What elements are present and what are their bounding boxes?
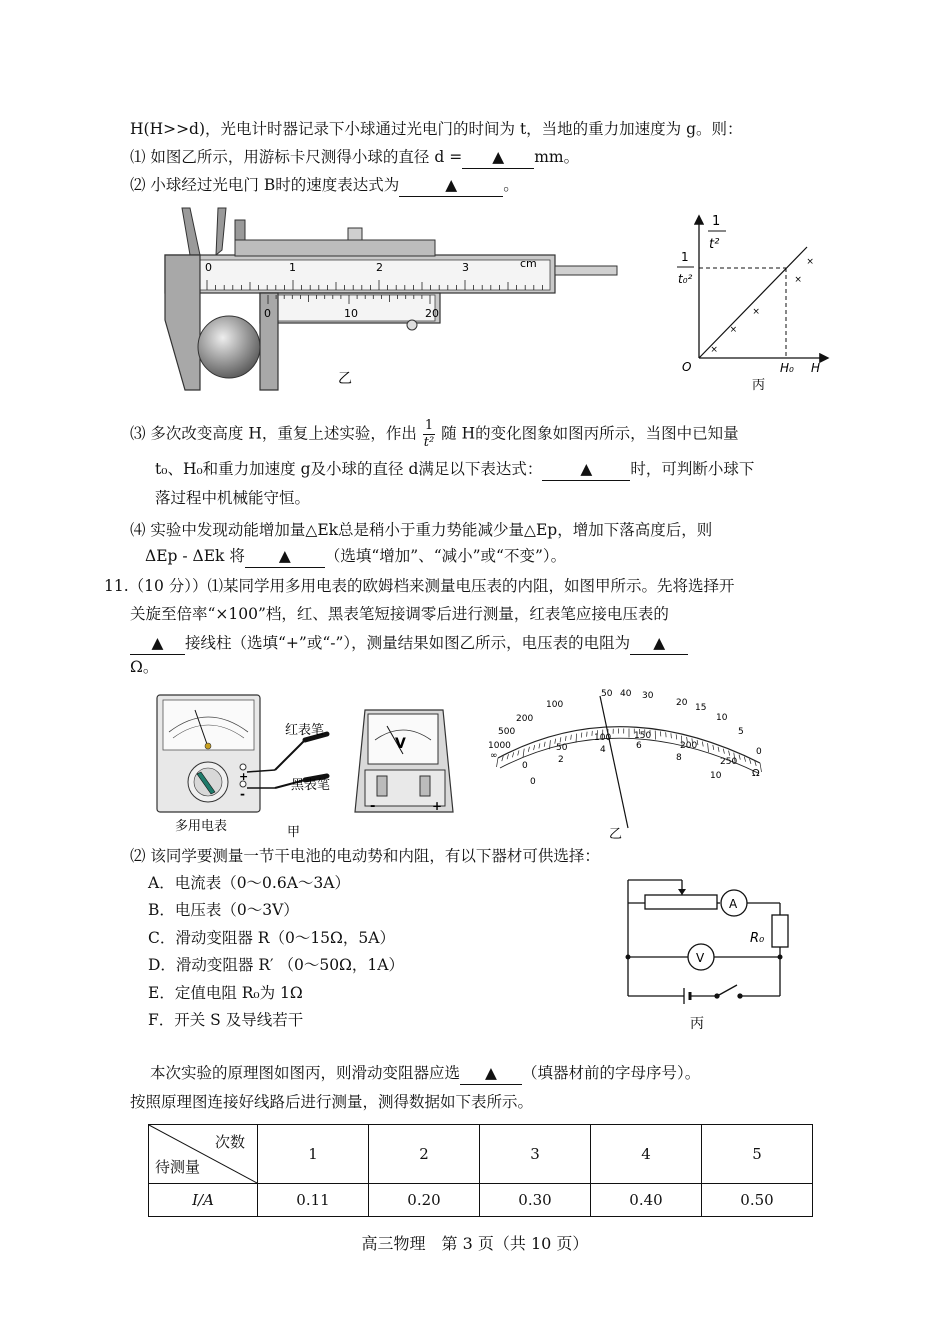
table-header: 2 [369, 1125, 480, 1184]
scale-mid-label: 250 [720, 757, 738, 767]
scale-low-label: 0 [530, 777, 536, 787]
table-header: 4 [591, 1125, 702, 1184]
caliper-vernier-label: 20 [425, 307, 439, 320]
option-E: E．定值电阻 R₀为 1Ω [148, 984, 303, 1002]
scale-tick [744, 757, 745, 762]
answer-blank[interactable]: ▲ [399, 174, 503, 197]
choose-line: 本次实验的原理图如图丙，则滑动变阻器应选 ▲ （填器材前的字母序号）。 [150, 1062, 700, 1085]
circuit-figure [620, 868, 800, 1034]
caliper-main-label: 3 [462, 261, 469, 274]
scale-tick [571, 735, 572, 740]
vernier-caliper-figure [160, 200, 625, 395]
graph-origin: O [682, 360, 692, 374]
q10-part3-line3: 落过程中机械能守恒。 [155, 489, 311, 507]
q10-part3-line2: t₀、H₀和重力加速度 g及小球的直径 d满足以下表达式： ▲ 时，可判断小球下 [155, 458, 754, 481]
measure-line: 按照原理图连接好线路后进行测量，测得数据如下表所示。 [130, 1093, 534, 1111]
graph-figure [672, 205, 837, 395]
graph-x-label: H [811, 361, 821, 375]
circuit-R0: R₀ [750, 931, 765, 946]
scale-tick [507, 754, 508, 759]
caliper-main-label: 1 [289, 261, 296, 274]
scale-tick [528, 747, 529, 752]
graph-data-point: × [794, 274, 802, 285]
table-cell: 0.20 [369, 1184, 480, 1217]
scale-mid-label: 50 [556, 743, 568, 753]
q11-part2-intro: ⑵ 该同学要测量一节干电池的电动势和内阻，有以下器材可供选择： [130, 847, 600, 865]
graph-data-point: × [710, 345, 718, 355]
caliper-main-label: 2 [376, 261, 383, 274]
option-F: F．开关 S 及导线若干 [148, 1011, 304, 1029]
q11-line1: 11.（10 分））⑴某同学用多用电表的欧姆档来测量电压表的内阻，如图甲所示。先将选择开 [104, 577, 735, 595]
table-header: 1 [258, 1125, 369, 1184]
q10-part3-line1: ⑶ 多次改变高度 H，重复上述实验，作出 $\frac{1}{\text{t²}}$ 随 H的变化图象如图丙所示，当图中已知量 [130, 418, 739, 450]
scale-tick [729, 751, 730, 756]
scale-ohm-label: 10 [716, 713, 728, 723]
graph-data-point: × [752, 307, 760, 318]
scale-low-label: 8 [676, 753, 682, 763]
graph-y-tick-den: t₀² [678, 272, 693, 286]
scale-ohm-label: ∞ [490, 751, 498, 761]
table-cell: 0.11 [258, 1184, 369, 1217]
scale-tick [708, 743, 709, 752]
option-D: D．滑动变阻器 R′ （0～50Ω，1A） [148, 956, 404, 974]
table-row-label: I/A [149, 1184, 258, 1217]
answer-blank[interactable]: ▲ [542, 458, 630, 481]
scale-ohm-label: 100 [546, 700, 564, 710]
meter-needle [600, 696, 628, 828]
option-B: B．电压表（0～3V） [148, 901, 299, 919]
multimeter-plus: + [239, 770, 249, 783]
table-cell: 0.30 [480, 1184, 591, 1217]
scale-tick [718, 747, 719, 752]
scale-tick [544, 742, 545, 747]
figure-jia-caption: 甲 [287, 825, 301, 840]
scale-tick [502, 756, 503, 761]
scale-ohm-label: 30 [642, 691, 654, 701]
q11-line4: Ω。 [130, 658, 159, 676]
scale-tick [760, 763, 762, 772]
q10-part4-line1: ⑷ 实验中发现动能增加量△Ek总是稍小于重力势能减少量△Ep，增加下落高度后，则 [130, 521, 713, 539]
graph-y-tick-num: 1 [681, 250, 689, 264]
fraction: $\frac{1}{\text{t²}}$ [423, 418, 435, 450]
scale-tick [739, 755, 740, 760]
q11-line3: ▲ 接线柱（选填“+”或“-”），测量结果如图乙所示，电压表的电阻为 ▲ [130, 632, 688, 655]
multimeter-label: 多用电表 [175, 819, 228, 834]
scale-mid-label: 150 [634, 731, 652, 741]
graph-y-label-den: t² [709, 237, 720, 252]
caliper-vernier-label: 10 [344, 307, 358, 320]
voltmeter-V: V [395, 736, 406, 752]
table-header: 5 [702, 1125, 813, 1184]
page-footer: 高三物理 第 3 页（共 10 页） [361, 1234, 589, 1253]
scale-ohm-label: 50 [601, 689, 613, 699]
scale-ohm-label: 500 [498, 727, 516, 737]
q11-line2: 关旋至倍率“×100”档，红、黑表笔短接调零后进行测量，红表笔应接电压表的 [130, 605, 669, 623]
scale-tick [750, 759, 751, 764]
multimeter-minus: - [240, 787, 245, 801]
scale-low-label: 2 [558, 755, 564, 765]
scale-ohm-label: 20 [676, 698, 688, 708]
caliper-vernier-label: 0 [264, 307, 271, 320]
scale-tick [518, 750, 519, 755]
scale-ohm-label: 15 [695, 703, 707, 713]
multimeter-figure [155, 692, 455, 842]
caliper-caption: 乙 [338, 371, 352, 387]
voltmeter-plus: + [432, 799, 443, 813]
scale-ohm-label: 40 [620, 689, 632, 699]
scale-low-label: 4 [600, 745, 606, 755]
scale-tick [581, 733, 582, 738]
data-table [148, 1124, 813, 1217]
scale-tick [539, 743, 540, 748]
answer-blank[interactable]: ▲ [460, 1062, 522, 1085]
scale-tick [697, 740, 698, 745]
scale-mid-label: 0 [522, 761, 528, 771]
graph-data-point: × [806, 256, 814, 267]
fit-line [699, 247, 807, 358]
graph-x-tick: H₀ [780, 361, 794, 375]
graph-y-label-num: 1 [712, 214, 721, 229]
scale-ohm-label: 0 [756, 747, 762, 757]
scale-tick [702, 742, 703, 747]
red-probe-label: 红表笔 [285, 723, 325, 738]
meter-scale-figure [480, 688, 780, 840]
table-header: 3 [480, 1125, 591, 1184]
graph-data-point: × [729, 325, 738, 336]
scale-ohm-label: 1000 [488, 741, 511, 751]
scale-tick [560, 737, 561, 742]
table-cell: 0.40 [591, 1184, 702, 1217]
scale-tick [676, 734, 677, 739]
scale-omega: Ω [752, 768, 760, 779]
scale-ohm-label: 5 [738, 727, 744, 737]
q10-part2: ⑵ 小球经过光电门 B时的速度表达式为 ▲ 。 [130, 174, 519, 197]
answer-blank[interactable]: ▲ [130, 632, 185, 655]
scale-mid-label: 200 [680, 741, 698, 751]
scale-tick [523, 749, 524, 758]
circuit-voltmeter: V [696, 951, 705, 965]
scale-tick [713, 745, 714, 750]
scale-tick [565, 736, 566, 741]
answer-blank[interactable]: ▲ [245, 545, 325, 568]
caliper-main-label: 0 [205, 261, 212, 274]
scale-tick [576, 734, 577, 743]
q10-part1: ⑴ 如图乙所示，用游标卡尺测得小球的直径 d = ▲ mm。 [130, 146, 579, 169]
q10-part4-line2: ΔEp - ΔEk 将 ▲ （选填“增加”、“减小”或“不变”）。 [145, 545, 566, 568]
circuit-caption: 丙 [690, 1016, 704, 1032]
black-probe-label: 黑表笔 [291, 778, 331, 793]
option-A: A．电流表（0～0.6A～3A） [148, 874, 350, 892]
scale-tick [512, 752, 513, 757]
scale-tick [534, 745, 535, 750]
scale-low-label: 6 [636, 741, 642, 751]
graph-caption: 丙 [752, 378, 766, 393]
voltmeter-minus: - [370, 799, 376, 814]
option-C: C．滑动变阻器 R（0～15Ω，5A） [148, 929, 395, 947]
answer-blank[interactable]: ▲ [462, 146, 534, 169]
scale-mid-label: 100 [594, 733, 612, 743]
table-row [149, 1184, 813, 1217]
table-header-row [149, 1125, 813, 1184]
circuit-ammeter: A [729, 897, 738, 911]
scale-low-label: 10 [710, 771, 722, 781]
answer-blank[interactable]: ▲ [630, 632, 688, 655]
caliper-unit: cm [520, 257, 537, 270]
table-cell: 0.50 [702, 1184, 813, 1217]
scale-tick [723, 749, 724, 754]
table-corner-cell: 次数 待测量 [149, 1125, 258, 1184]
q10-intro: H(H>>d)，光电计时器记录下小球通过光电门的时间为 t，当地的重力加速度为 g。则： [130, 120, 743, 138]
figure-yi-caption: 乙 [609, 827, 623, 840]
scale-ohm-label: 200 [516, 714, 534, 724]
